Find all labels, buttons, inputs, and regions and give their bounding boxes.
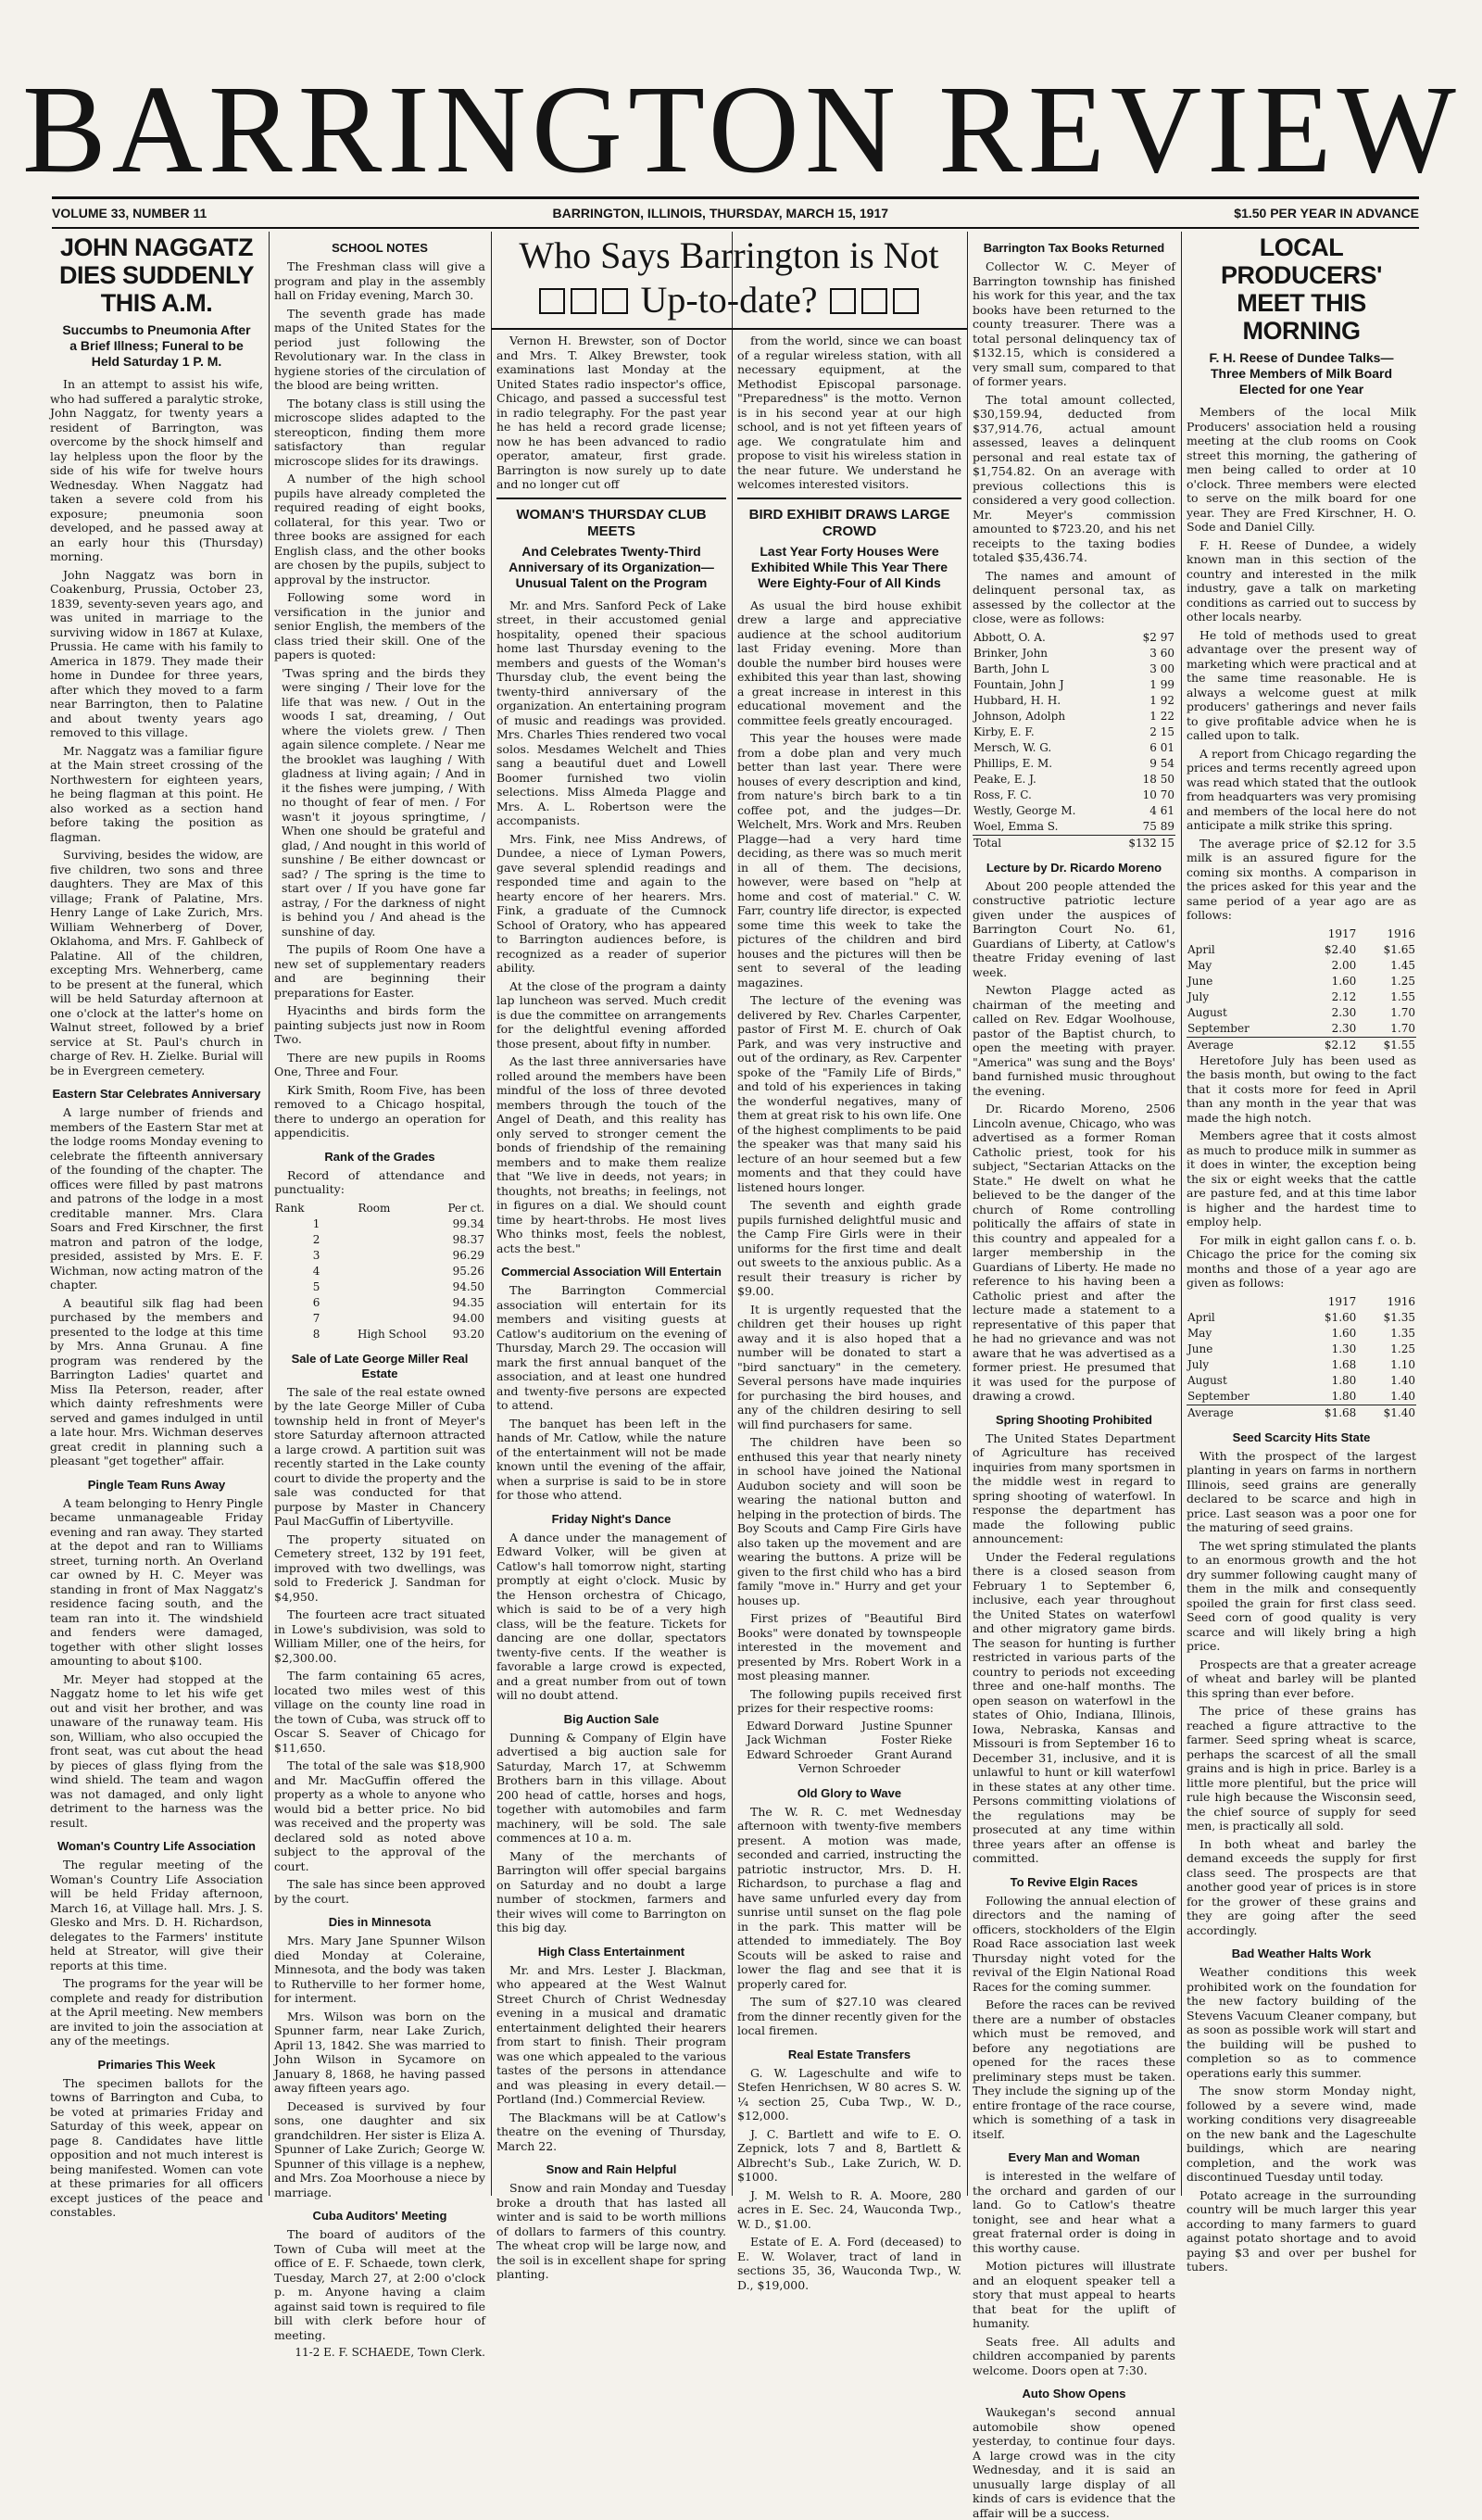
grades-row	[274, 1232, 485, 1248]
ornament-square-icon	[830, 288, 856, 314]
miller-sale-headline: Sale of Late George Miller Real Estate	[291, 1351, 469, 1380]
article-paragraph: Newton Plagge acted as chairman of the meeting and called on Rev. Edgar Woolhouse, pastor of the Baptist church, to open the meeting with prayer. "America" was sung and the Boys' band furnished music throughout the evening.	[973, 983, 1175, 1098]
article-paragraph: The United States Department of Agriculture has received inquiries from many sportsmen in the middle west in regard to spring shooting of waterfowl. In response the department has made the following public announcement:	[973, 1430, 1175, 1545]
column-3	[491, 334, 732, 2281]
grades-row-cell: 7	[312, 1311, 320, 1325]
tax-row-cell: Barth, John L	[973, 662, 1049, 675]
milk-row-cell: 1.35	[1390, 1326, 1415, 1340]
article-paragraph: Mr. Meyer had stopped at the Naggatz home to let his wife get out and visit her brother, and was unaware of the runaway team. His son, William, who also occupied the front seat, was cut about the head by pieces of glass flying from the wind shield. The team and wagon was not damaged, and only light detriment to the harness was the result.	[50, 1671, 263, 1830]
tax-total-label: Total	[973, 836, 1002, 850]
tax-row	[973, 803, 1175, 819]
article-paragraph: Dunning & Company of Elgin have advertised a big auction sale for Saturday, March 17, at Schwemm Brothers barn in this village. About 200 head of cattle, horses and hogs, together with automobiles and farm machinery, will be sold. The sale commences at 10 a. m.	[496, 1730, 726, 1845]
milk-row-cell: May	[1187, 958, 1212, 972]
article-paragraph: F. H. Reese of Dundee, a widely known man in this section of the country and interested in the milk industry, gave a talk on marketing conditions as carried out to success by other locals nearby.	[1187, 537, 1416, 624]
article-paragraph: Heretofore July has been used as the basis month, but owing to the fact that it costs more for feed in April than any month in the year that was made the high notch.	[1187, 1052, 1416, 1125]
article-paragraph: A team belonging to Henry Pingle became unmanageable Friday evening and ran away. They started at the depot and ran to Williams street, turning north. An Overland car owned by H. C. Meyer was standing in front of Max Naggatz's residence facing south, and the team ran into it. The windshield and fenders were damaged, together with other slight losses amounting to about $100.	[50, 1495, 263, 1668]
article-paragraph: The children have been so enthused this year that nearly ninety in school have joined the National Audubon society and will soon be wearing the national button and helping in the protection of birds. The Boy Scouts and Camp Fire Girls have also taken up the movement and are wearing the buttons. A prize will be given to the first child who has a bird family "move in." Hurry and get your houses up.	[737, 1435, 961, 1607]
grades-row-cell: 94.00	[452, 1311, 484, 1325]
tax-row-cell: 10 70	[1142, 788, 1174, 801]
article-paragraph: The sum of $27.10 was cleared from the dinner recently given for the local firemen.	[737, 1995, 961, 2037]
prize-winner: Jack Wichman	[747, 1733, 827, 1746]
prize-winner: Foster Rieke	[881, 1733, 952, 1746]
article-paragraph: Seats free. All adults and children accompanied by parents welcome. Doors open at 7:30.	[973, 2334, 1175, 2377]
article-paragraph: The board of auditors of the Town of Cuba will meet at the office of E. F. Schaede, town clerk, Tuesday, March 27, at 2:00 o'clock p. m. Anyone having a claim against said town is required to file bill with clerk before hour of meeting.	[274, 2227, 485, 2342]
school-notes-headline: SCHOOL NOTES	[332, 241, 428, 255]
tax-row-cell: 18 50	[1142, 772, 1174, 786]
grades-row-cell: 98.37	[452, 1232, 484, 1246]
article-paragraph: The Blackmans will be at Catlow's theatre on the evening of Thursday, March 22.	[496, 2110, 726, 2153]
article-paragraph: The wet spring stimulated the plants to an enormous growth and the hot dry summer following caught many of them in the milk and consequently spoiled the grain for first class seed. Seed corn of good quality is very scarce and will likely bring a high price.	[1187, 1538, 1416, 1653]
auto-show-headline: Auto Show Opens	[1022, 2387, 1126, 2400]
article-paragraph: The property situated on Cemetery street, 132 by 191 feet, improved with two dwellings, was sold to Frederick J. Sandman for $4,950.	[274, 1531, 485, 1604]
article-paragraph: A large number of friends and members of the Eastern Star met at the lodge rooms Monday evening to celebrate the fifteenth anniversary of the founding of the chapter. The offices were filled by past matrons and patrons of the lodge in a most creditable manner. Mrs. Clara Soars and Fred Kirschner, the first matron and patron of the lodge, presided, assisted by Mrs. E. F. Wichman, now acting matron of the chapter.	[50, 1105, 263, 1292]
old-glory-headline: Old Glory to Wave	[797, 1785, 902, 1800]
milk-row-cell: 1.60	[1331, 1326, 1357, 1340]
article-paragraph: Hyacinths and birds form the painting subjects just now in Room Two.	[274, 1003, 485, 1046]
article-paragraph: The seventh and eighth grade pupils furnished delightful music and the Camp Fire Girls were in their uniforms for the first time and dealt out sweets to the anxious public. As a result their treasury is richer by $9.00.	[737, 1198, 961, 1298]
article-paragraph: The programs for the year will be complete and ready for distribution at the April meeting. New members are invited to join the association at any of the meetings.	[50, 1976, 263, 2048]
prize-winners	[737, 1720, 961, 1763]
article-paragraph: In an attempt to assist his wife, who had suffered a paralytic stroke, John Naggatz, for twenty years a resident of Barrington, was overcome by the shock himself and lay helpless upon the floor by the side of his wife for twelve hours Wednesday. When Naggatz had taken a severe cold from his exposure; pneumonia soon developed, and he passed away at an early hour this (Thursday) morning.	[50, 377, 263, 563]
article-paragraph: Dr. Ricardo Moreno, 2506 Lincoln avenue, Chicago, who was advertised as a former Roman Catholic priest, took for his subject, "Sectarian Attacks on the State." He dwelt on what he believed to be the danger of the church of Rome controlling politically the affairs of state in this country and appealed for a larger membership in the Guardians of Liberty. He made no reference to his having been a Catholic priest and after the lecture made a statement to a representative of this paper that he had no grievance and was not aware that he was advertised as a former priest. He presumed that it was used for the purpose of drawing a crowd.	[973, 1102, 1175, 1403]
tax-row-cell: 4 61	[1149, 803, 1174, 817]
article-paragraph: Under the Federal regulations there is a closed season from February 1 to September 6, inclusive, each year throughout the United States on waterfowl and other migratory game birds. The season for hunting is further restricted in various parts of the country to periods not exceeding three and one-half months. The open season on waterfowl in the states of Ohio, Indiana, Illinois, Iowa, Nebraska, Kansas and Missouri is from September 16 to December 31, inclusive, and it is unlawful to hunt or kill waterfowl in these states at any other time. Persons committing violations of the regulations may be prosecuted at any time within three years after an offense is committed.	[973, 1549, 1175, 1865]
article-paragraph: Mr. and Mrs. Sanford Peck of Lake street, in their accustomed genial hospitality, opened their spacious home last Thursday evening to the members and guests of the Woman's Thursday club, the event being the twenty-third anniversary of the organization. An entertaining program of music and readings was provided. Mrs. Charles Thies rendered two vocal solos. Mesdames Welchelt and Thies sang a beautiful duet and Lowell Boomer furnished two violin selections. Miss Almeda Plagge and Mrs. A. L. Robertson were the accompanists.	[496, 598, 726, 827]
milk-header-cell: 1916	[1387, 926, 1415, 940]
article-paragraph: The sale of the real estate owned by the late George Miller of Cuba township held in front of Meyer's store Saturday afternoon attracted a large crowd. A partition suit was recently started in the Lake county court to divide the property and the sale was conducted for that purpose by Master in Chancery Paul MacGuffin of Libertyville.	[274, 1384, 485, 1528]
column-5	[967, 232, 1181, 2520]
grades-row-cell: 96.29	[452, 1248, 484, 1262]
milk-row-cell: September	[1187, 1021, 1250, 1035]
milk-row-cell: August	[1187, 1373, 1227, 1387]
article-paragraph: A dance under the management of Edward Volker, will be given at Catlow's hall tomorrow night, starting promptly at eight o'clock. Music by the Henson orchestra of Chicago, which is said to be of a very high class, will be the feature. Tickets for dancing are one dollar, spectators twenty-five cents. If the weather is favorable a large crowd is expected, and a great number from out of town will no doubt attend.	[496, 1530, 726, 1702]
article-paragraph: The W. R. C. met Wednesday afternoon with twenty-five members present. A motion was made, seconded and carried, instructing the patriotic instructor, Mrs. D. H. Richardson, to purchase a flag and have same unfurled every day from sunrise until sunset on the flag pole in the park. This matter will be attended to immediately. The Boy Scouts will be asked to raise and lower the flag and see that it is properly cared for.	[737, 1804, 961, 1991]
prize-winner: Grant Aurand	[874, 1747, 952, 1761]
article-paragraph: The snow storm Monday night, followed by a severe wind, made working conditions very disagreeable on the new bank and the Lageschulte buildings, which are nearing completion, and the work was discontinued Tuesday until today.	[1187, 2084, 1416, 2184]
transfer-entry: J. C. Bartlett and wife to E. O. Zepnick, lots 7 and 8, Bartlett & Albrecht's Sub., Lake Zurich, W. D. $1000.	[737, 2126, 961, 2184]
tax-row-cell: 1 22	[1149, 709, 1174, 723]
milk-header-cell: 1917	[1327, 1294, 1357, 1308]
tax-row-cell: Peake, E. J.	[973, 772, 1036, 786]
milk-row	[1187, 989, 1416, 1005]
milk-row-cell: April	[1187, 942, 1215, 956]
column-2	[269, 232, 491, 2359]
milk-header-cell	[1187, 926, 1299, 942]
brewster-paragraph: Vernon H. Brewster, son of Doctor and Mrs. T. Alkey Brewster, took examinations last Monday at the United States radio inspector's office, Chicago, and passed a successful test in radio telegraphy. For the past year he has held a record grade license; now he has been advanced to radio operator, amateur, first grade. Barrington is now surely up to date and no longer cut off	[496, 334, 726, 491]
thursday-club-headline: WOMAN'S THURSDAY CLUB MEETS	[516, 506, 707, 539]
grades-row-cell: High School	[357, 1327, 427, 1341]
milk-row-cell: 1.80	[1331, 1389, 1357, 1403]
naggatz-headline: JOHN NAGGATZ DIES SUDDENLY THIS A.M.	[58, 233, 255, 317]
tax-row-cell: Kirby, E. F.	[973, 724, 1035, 738]
tax-row	[973, 677, 1175, 693]
snow-rain-headline: Snow and Rain Helpful	[546, 2162, 677, 2176]
article-paragraph: The price of these grains has reached a figure attractive to the farmer. Seed spring wheat is scarce, perhaps the scarcest of all the small grains and is high in price. Barley is a little more plentiful, but the price will rule high because the Wisconsin seed, the chief source of supply for seed men, is practically all sold.	[1187, 1704, 1416, 1833]
article-paragraph: In both wheat and barley the demand exceeds the supply for first class seed. The prospects are that another good year of prices is in store for the grower of these grains and they are going after the seed accordingly.	[1187, 1836, 1416, 1937]
grades-row-cell: 94.35	[452, 1295, 484, 1309]
milk-row-cell: $1.35	[1383, 1310, 1415, 1324]
grades-row	[274, 1311, 485, 1327]
article-paragraph: The Barrington Commercial association will entertain for its members and visiting guests at Catlow's auditorium on the evening of Thursday, March 29. The occasion will mark the first annual banquet of the association, and at least one hundred and twenty-five persons are expected to attend.	[496, 1283, 726, 1412]
milk-row	[1187, 1357, 1416, 1373]
grades-row	[274, 1264, 485, 1279]
article-paragraph: The Freshman class will give a program and play in the assembly hall on Friday evening, March 30.	[274, 259, 485, 302]
grades-row-cell	[320, 1279, 427, 1295]
article-paragraph: The fourteen acre tract situated in Lowe's subdivision, was sold to William Miller, one of the heirs, for $2,300.00.	[274, 1607, 485, 1665]
milk-row-cell: $1.65	[1383, 942, 1415, 956]
column-6	[1181, 232, 1422, 2274]
article-paragraph: A number of the high school pupils have already completed the required reading of eight books, collateral, for this year. Two or three books are assigned for each English class, and the other books are chosen by the pupils, subject to approval by the instructor.	[274, 472, 485, 586]
milk-row	[1187, 958, 1416, 974]
subscription-price: $1.50 PER YEAR IN ADVANCE	[1234, 206, 1419, 220]
tax-row-cell: 3 00	[1149, 662, 1174, 675]
tax-row	[973, 772, 1175, 788]
milk-row-cell: 1.40	[1390, 1389, 1415, 1403]
article-paragraph: As usual the bird house exhibit drew a large and appreciative audience at the school auditorium last Friday evening. More than double the number bird houses were exhibited this year than last, showing a great increase in interest in this educational movement and the committee feels greatly encouraged.	[737, 598, 961, 727]
milk-row	[1187, 1326, 1416, 1342]
dateline: BARRINGTON, ILLINOIS, THURSDAY, MARCH 15, 1917	[552, 206, 889, 220]
elgin-races-headline: To Revive Elgin Races	[1010, 1874, 1138, 1889]
milk-row-cell: June	[1187, 1342, 1213, 1355]
milk-row-cell: 2.30	[1331, 1021, 1357, 1035]
grades-row-cell	[320, 1311, 427, 1327]
tax-row	[973, 693, 1175, 709]
transfer-entry: Estate of E. A. Ford (deceased) to E. W. Wolaver, tract of land in sections 35, 36, Wauconda Twp., W. D., $19,000.	[737, 2235, 961, 2292]
tax-row-cell: 2 15	[1149, 724, 1174, 738]
milk-row-cell: July	[1187, 989, 1210, 1003]
grades-row-cell: 95.26	[452, 1264, 484, 1278]
milk-row-cell: 1.10	[1390, 1357, 1415, 1371]
milk-row-cell: 1.25	[1390, 1342, 1415, 1355]
every-man-headline: Every Man and Woman	[1008, 2150, 1140, 2164]
milk-row-cell: September	[1187, 1389, 1250, 1403]
grades-row-cell: 2	[312, 1232, 320, 1246]
article-paragraph: The farm containing 65 acres, located two miles west of this village on the county line road in the town of Cuba, was struck off to Oscar S. Seaver of Chicago for $11,650.	[274, 1669, 485, 1755]
town-clerk-signature: 11-2 E. F. SCHAEDE, Town Clerk.	[295, 2346, 485, 2359]
commercial-association-headline: Commercial Association Will Entertain	[501, 1265, 722, 1279]
article-paragraph: Mrs. Wilson was born on the Spunner farm, near Lake Zurich, April 13, 1842. She was married to John Wilson in Sycamore on January 8, 1868, he having passed away fifteen years ago.	[274, 2009, 485, 2095]
milk-row-cell: 1.80	[1331, 1373, 1357, 1387]
article-paragraph: First prizes of "Beautiful Bird Books" were donated by townspeople interested in the movement and presented by Mrs. Robert Work in a most pleasing manner.	[737, 1611, 961, 1682]
milk-average-value: $1.40	[1383, 1405, 1415, 1419]
milk-row-cell: June	[1187, 974, 1213, 988]
milk-row-cell: April	[1187, 1310, 1215, 1324]
cuba-auditors-headline: Cuba Auditors' Meeting	[312, 2209, 447, 2223]
milk-row-cell: August	[1187, 1005, 1227, 1019]
bird-exhibit-headline: BIRD EXHIBIT DRAWS LARGE CROWD	[748, 506, 950, 539]
pingle-headline: Pingle Team Runs Away	[87, 1477, 226, 1492]
prize-winner: Vernon Schroeder	[798, 1762, 901, 1775]
milk-row	[1187, 1342, 1416, 1357]
country-life-headline: Woman's Country Life Association	[57, 1839, 256, 1853]
article-paragraph: For milk in eight gallon cans f. o. b. Chicago the price for the coming six months and those of a year ago are given as follows:	[1187, 1232, 1416, 1290]
article-paragraph: The specimen ballots for the towns of Barrington and Cuba, to be voted at primaries Friday and Saturday of this week, appear on page 8. Candidates have little opposition and not much interest is being manifested. Women can vote at these primaries for all officers except justices of the peace and constables.	[50, 2075, 263, 2219]
tax-total-value: $132 15	[1128, 836, 1174, 850]
grades-row-cell	[320, 1216, 427, 1232]
article-paragraph: John Naggatz was born in Coakenburg, Prussia, October 23, 1839, seventy-seven years ago, and was united in marriage to the surviving widow in 1867 at Kulaxe, Prussia. He came with his family to America in 1879. They made their home in Dundee for three years, after which they moved to a farm near Barrington, then to Palatine and about twenty years ago removed to this village.	[50, 567, 263, 739]
article-paragraph: A beautiful silk flag had been purchased by the members and presented to the lodge at this time by Mrs. Anna Grunau. A fine program was rendered by the Barrington Ladies' quartet and Miss Ila Peterson, reader, after which dainty refreshments were served and games indulged in until a late hour. Mrs. Wichman deserves great credit in planning such a pleasant "get together" affair.	[50, 1295, 263, 1468]
grades-row	[274, 1327, 485, 1342]
tax-row-cell: 1 92	[1149, 693, 1174, 707]
masthead: BARRINGTON REVIEW	[22, 60, 1462, 199]
grades-row	[274, 1279, 485, 1295]
milk-row-cell: 1.45	[1390, 958, 1415, 972]
article-paragraph: Mrs. Fink, nee Miss Andrews, of Dundee, a niece of Lyman Powers, gave several splendid readings and responded time and again to the hearty encore of her hearers. Mrs. Fink, a graduate of the Cumnock School of Oratory, who has appeared to Barrington audiences before, is recognized as a reader of superior ability.	[496, 831, 726, 975]
grades-row-cell: 99.34	[452, 1216, 484, 1230]
column-4	[732, 334, 967, 2292]
article-paragraph: Following some word in versification in the junior and senior English, the members of the class tried their skill. One of the papers is quoted:	[274, 590, 485, 662]
tax-row-cell: 6 01	[1149, 740, 1174, 754]
primaries-headline: Primaries This Week	[97, 2057, 216, 2072]
grades-row	[274, 1216, 485, 1232]
milk-row-cell: 1.55	[1390, 989, 1415, 1003]
grades-row	[274, 1295, 485, 1311]
tax-row-cell: 1 99	[1149, 677, 1174, 691]
transfer-entry: J. M. Welsh to R. A. Moore, 280 acres in E. Sec. 24, Wauconda Twp., W. D., $1.00.	[737, 2187, 961, 2231]
milk-header-cell	[1187, 1294, 1299, 1310]
tax-row-cell: 75 89	[1142, 819, 1174, 833]
milk-row-cell: 1.30	[1331, 1342, 1357, 1355]
milk-row-cell: 1.25	[1390, 974, 1415, 988]
milk-average-label: Average	[1187, 1038, 1234, 1052]
grades-header-cell: Room	[358, 1201, 391, 1215]
article-paragraph: Surviving, besides the widow, are five children, two sons and three daughters. They are Max of this village; Frank of Palatine, Mrs. Henry Lange of Lake Zurich, Mrs. William Wehnerberg of Dover, Oklahoma, and Mrs. F. Gahlbeck of Palatine. All of the children, excepting Mrs. Wehnerberg, came to be present at the funeral, which will be held Saturday afternoon at one o'clock at the latter's home on Walnut street, followed by a brief service at St. Paul's church in charge of Rev. H. Zielke. Burial will be in Evergreen cemetery.	[50, 848, 263, 1077]
entertainment-headline: High Class Entertainment	[537, 1944, 685, 1959]
banner-line-2: Up-to-date?	[640, 279, 818, 321]
milk-row-cell: 1.70	[1390, 1005, 1415, 1019]
real-estate-headline: Real Estate Transfers	[787, 2047, 911, 2061]
tax-row	[973, 819, 1175, 836]
tax-row	[973, 709, 1175, 724]
article-paragraph: Collector W. C. Meyer of Barrington township has finished his work for this year, and the tax books have been returned to the county treasurer. There was a total personal delinquency tax of $132.15, which is considered a very small sum, compared to that of former years.	[973, 259, 1175, 388]
milk-average-value: $1.68	[1324, 1405, 1357, 1419]
milk-row	[1187, 1310, 1416, 1326]
auction-headline: Big Auction Sale	[563, 1711, 659, 1726]
grades-row-cell: 5	[312, 1279, 320, 1293]
ornament-square-icon	[539, 288, 565, 314]
column-1	[44, 232, 269, 2219]
grades-header-cell: Rank	[275, 1201, 305, 1215]
article-paragraph: Snow and rain Monday and Tuesday broke a drouth that has lasted all winter and is said to be worth millions of dollars to farmers of this country. The wheat crop will be large now, and the soil is in excellent shape for spring planting.	[496, 2181, 726, 2281]
prize-row	[737, 1720, 961, 1734]
transfer-entry: G. W. Lageschulte and wife to Stefen Henrichsen, W 80 acres S. W. ¼ section 25, Cuba Twp., W. D., $12,000.	[737, 2065, 961, 2123]
article-paragraph: The sale has since been approved by the court.	[274, 1877, 485, 1906]
tax-row	[973, 740, 1175, 756]
tax-row-cell: Ross, F. C.	[973, 788, 1032, 801]
prize-winner: Justine Spunner	[861, 1719, 952, 1732]
grades-row-cell: 6	[312, 1295, 320, 1309]
naggatz-deck: Succumbs to Pneumonia After a Brief Illness; Funeral to be Held Saturday 1 P. M.	[62, 322, 251, 369]
milk-row-cell: 2.12	[1331, 989, 1357, 1003]
grades-row-cell: 3	[312, 1248, 320, 1262]
article-paragraph: This year the houses were made from a dobe plan and very much better than last year. There were houses of every description and kind, from nature's birch bark to a tin coffee pot, and the judges—Dr. Welchelt, Mrs. Work and Mrs. Reuben Plagge—had a very hard time deciding, as there was so much merit in all of them. The decisions, however, were based on "help at home and cost of material." C. W. Farr, country life director, is expected some time this week to take the pictures of the children and bird houses and the pictures will then be sent to several of the leading magazines.	[737, 731, 961, 989]
producers-deck: F. H. Reese of Dundee Talks—Three Members of Milk Board Elected for one Year	[1209, 350, 1394, 397]
tax-row-cell: 9 54	[1149, 756, 1174, 770]
article-paragraph: The seventh grade has made maps of the United States for the period just following the Revolutionary war. In the class in hygiene stories of the circulation of the blood are being written.	[274, 306, 485, 392]
article-paragraph: Prospects are that a greater acreage of wheat and barley will be planted this spring than ever before.	[1187, 1657, 1416, 1700]
article-paragraph: At the close of the program a dainty lap luncheon was served. Much credit is due the committee on arrangements for the delightful evening afforded those present, about fifty in number.	[496, 978, 726, 1051]
article-paragraph: A report from Chicago regarding the prices and terms recently agreed upon was read which stated that the outlook from headquarters was very promising and members of the local here do not anticipate a milk strike this spring.	[1187, 746, 1416, 832]
article-paragraph: The regular meeting of the Woman's Country Life Association will be held Friday afternoon, March 16, at Village hall. Mrs. J. S. Glesko and Mrs. D. H. Richardson, delegates to the Farmers' institute held at Streator, will give their reports at this time.	[50, 1858, 263, 1972]
article-paragraph: As the last three anniversaries have rolled around the members have been mindful of the loss of three devoted members through the touch of the Angel of Death, and this reality has only served to stronger cement the bonds of friendship of the remaining members and to make them realize that "We live in deeds, not years; in thoughts, not breaths; in feelings, not in figures on a dial. We should count time by heart-throbs. He most lives Who thinks most, feels the noblest, acts the best."	[496, 1054, 726, 1255]
milk-row-cell: $2.40	[1324, 942, 1357, 956]
milk-average-value: $2.12	[1324, 1038, 1357, 1052]
tax-row	[973, 724, 1175, 740]
ornament-square-icon	[893, 288, 919, 314]
volume-number: VOLUME 33, NUMBER 11	[52, 206, 207, 220]
tax-books-headline: Barrington Tax Books Returned	[983, 241, 1165, 255]
milk-row-cell: 1.70	[1390, 1021, 1415, 1035]
tax-row	[973, 662, 1175, 677]
article-paragraph: Weather conditions this week prohibited work on the foundation for the new factory building of the Stevens Vacuum Cleaner company, but as soon as possible work will start and the building will be pushed to completion so as to commence operations early this summer.	[1187, 1965, 1416, 2080]
tax-row	[973, 788, 1175, 803]
producers-headline: LOCAL PRODUCERS' MEET THIS MORNING	[1221, 233, 1382, 345]
prize-row	[737, 1748, 961, 1763]
milk-row-cell: 1.68	[1331, 1357, 1357, 1371]
article-paragraph: Potato acreage in the surrounding country will be much larger this year according to many farmers to guard against potato shortage and to avoid paying $3 and over per bushel for tubers.	[1187, 2187, 1416, 2274]
article-paragraph: Deceased is survived by four sons, one daughter and six grandchildren. Her sister is Eliza A. Spunner of Lake Zurich; George W. Spunner of this village is a nephew, and Mrs. Zoa Moorhouse a niece by marriage.	[274, 2098, 485, 2199]
tax-row-cell: Abbott, O. A.	[973, 630, 1046, 644]
article-paragraph: Mrs. Mary Jane Spunner Wilson died Monday at Coleraine, Minnesota, and the body was taken to Rutherville to her former home, for interment.	[274, 1934, 485, 2005]
article-paragraph: Members of the local Milk Producers' association held a rousing meeting at the club rooms on Cook street this morning, the gathering of men being called to order at 10 o'clock. Three members were elected to serve on the milk board for one year. They are Fred Kirschner, H. O. Sode and Daniel Cilly.	[1187, 405, 1416, 534]
prize-row	[737, 1733, 961, 1748]
tax-row	[973, 646, 1175, 662]
article-paragraph: The average price of $2.12 for 3.5 milk is an assured figure for the coming six months. A comparison in the prices asked for this year and the same period of a year ago are as follows:	[1187, 836, 1416, 922]
prize-winner: Edward Dorward	[747, 1719, 844, 1732]
minnesota-headline: Dies in Minnesota	[328, 1915, 432, 1929]
grades-row	[274, 1248, 485, 1264]
milk-price-table-1	[1187, 926, 1416, 1053]
article-paragraph: Before the races can be revived there are a number of obstacles which must be removed, and before any negotiations are opened for the races these preliminary steps must be taken. They include the signing up of the entire frontage of the race course, which is something of a task in itself.	[973, 1997, 1175, 2141]
banner-line-2-wrap	[536, 279, 921, 321]
ornament-square-icon	[571, 288, 597, 314]
article-paragraph: is interested in the welfare of the orchard and garden of our land. Go to Catlow's theatre tonight, see and hear what a great fraternal order is doing in this worthy cause.	[973, 2169, 1175, 2255]
milk-row-cell: 2.30	[1331, 1005, 1357, 1019]
milk-row	[1187, 1373, 1416, 1389]
tax-row-cell: $2 97	[1142, 630, 1174, 644]
tax-row-cell: Fountain, John J	[973, 677, 1064, 691]
tax-row-cell: 3 60	[1149, 646, 1174, 660]
moreno-lecture-headline: Lecture by Dr. Ricardo Moreno	[986, 860, 1162, 875]
article-paragraph: The following pupils received first prizes for their respective rooms:	[737, 1686, 961, 1715]
brewster-paragraph: from the world, since we can boast of a regular wireless station, with all necessary equipment, at the Methodist Episcopal parsonage. "Preparedness" is the motto. Vernon is in his second year at our high school, and is not yet fifteen years of age. We congratulate him and propose to visit his wireless station in the near future. We understand he welcomes interested visitors.	[737, 334, 961, 491]
article-paragraph: He told of methods used to great advantage over the present way of marketing which were practical and at the same time reasonable. He is always a welcome guest at milk producers' gatherings and never fails to give profitable advice when he is called upon to talk.	[1187, 627, 1416, 742]
tax-row-cell: Phillips, E. M.	[973, 756, 1053, 770]
milk-header-cell: 1917	[1327, 926, 1357, 940]
milk-average-value: $1.55	[1383, 1038, 1415, 1052]
milk-row-cell: 2.00	[1331, 958, 1357, 972]
grades-row-cell: 93.20	[452, 1327, 484, 1341]
tax-row-cell: Brinker, John	[973, 646, 1049, 660]
milk-row-cell: $1.60	[1324, 1310, 1357, 1324]
grades-intro: Record of attendance and punctuality:	[274, 1167, 485, 1196]
ornament-square-icon	[861, 288, 887, 314]
milk-price-table-2	[1187, 1294, 1416, 1421]
tax-row-cell: Westly, George M.	[973, 803, 1076, 817]
grades-table	[274, 1201, 485, 1342]
milk-row	[1187, 1005, 1416, 1021]
ornament-square-icon	[602, 288, 628, 314]
article-paragraph: The names and amount of delinquent personal tax, as assessed by the collector at the close, were as follows:	[973, 568, 1175, 625]
milk-row-cell: May	[1187, 1326, 1212, 1340]
article-paragraph: Mr. Naggatz was a familiar figure at the Main street crossing of the Northwestern for eighteen years, he being flagman at this point. He also worked as a section hand before taking the position as flagman.	[50, 743, 263, 844]
milk-average-label: Average	[1187, 1405, 1234, 1419]
milk-row-cell: 1.40	[1390, 1373, 1415, 1387]
article-paragraph: Mr. and Mrs. Lester J. Blackman, who appeared at the West Walnut Street Church of Christ Wednesday evening in a musical and dramatic entertainment delighted their hearers from start to finish. Their program was one which appealed to the various tastes of the persons in attendance and was pleasing in every detail.—Portland (Ind.) Commercial Review.	[496, 1962, 726, 2106]
tax-row-cell: Mersch, W. G.	[973, 740, 1052, 754]
article-paragraph: Motion pictures will illustrate and an eloquent speaker tell a story that must appeal to hearts that beat for the uplift of humanity.	[973, 2259, 1175, 2330]
seed-scarcity-headline: Seed Scarcity Hits State	[1232, 1430, 1371, 1444]
milk-row-cell: July	[1187, 1357, 1210, 1371]
dance-headline: Friday Night's Dance	[551, 1511, 672, 1526]
tax-row-cell: Hubbard, H. H.	[973, 693, 1061, 707]
folio-line	[52, 196, 1419, 229]
spring-shooting-headline: Spring Shooting Prohibited	[996, 1412, 1152, 1427]
eastern-star-headline: Eastern Star Celebrates Anniversary	[52, 1087, 261, 1101]
milk-row	[1187, 1389, 1416, 1405]
grades-row-cell	[320, 1248, 427, 1264]
article-paragraph: The botany class is still using the microscope slides adapted to the stereopticon, finding them more satisfactory than regular microscope slides for its drawings.	[274, 396, 485, 468]
grades-row-cell: 94.50	[452, 1279, 484, 1293]
bad-weather-headline: Bad Weather Halts Work	[1231, 1947, 1372, 1960]
grades-row-cell	[320, 1264, 427, 1279]
tax-row	[973, 630, 1175, 646]
article-paragraph: It is urgently requested that the children get their houses up right away and it is also hoped that a number will be donated to start a "bird sanctuary" in the cemetery. Several persons have made inquiries for purchasing the bird houses, and any of the children desiring to sell will find purchasers for same.	[737, 1302, 961, 1431]
grades-row-cell	[320, 1232, 427, 1248]
banner-line-1: Who Says Barrington is Not	[519, 234, 939, 276]
article-paragraph: With the prospect of the largest planting in years on farms in northern Illinois, seed grains are generally declared to be scarce and high in price. Last season was a poor one for the maturing of seed grains.	[1187, 1448, 1416, 1534]
article-paragraph: Many of the merchants of Barrington will offer special bargains on Saturday and no doubt a large number of stockmen, farmers and their wives will come to Barrington on this big day.	[496, 1848, 726, 1934]
article-paragraph: The pupils of Room One have a new set of supplementary readers and are beginning their preparations for Easter.	[274, 942, 485, 1000]
grades-row-cell: 1	[312, 1216, 320, 1230]
grades-header-cell: Per ct.	[447, 1201, 484, 1215]
grades-row-cell	[320, 1295, 427, 1311]
bird-exhibit-deck: Last Year Forty Houses Were Exhibited While This Year There Were Eighty-Four of All Kinds	[750, 543, 948, 590]
article-paragraph: About 200 people attended the constructive patriotic lecture given under the auspices of Barrington Court No. 61, Guardians of Liberty, at Catlow's theatre Friday evening of last week.	[973, 878, 1175, 979]
article-paragraph: The total amount collected, $30,159.94, deducted from $37,914.76, actual amount assessed, leaves a delinquent personal and real estate tax of $1,754.82. On an average with previous collections this is considered a very good collection. Mr. Meyer's commission amounted to $723.20, and his net receipts to the taxing bodies totaled $35,436.74.	[973, 392, 1175, 564]
article-paragraph: Members agree that it costs almost as much to produce milk in summer as it does in winter, the exception being the six or eight weeks that the cattle are pasture fed, and at this time labor is higher and the hardest time to employ help.	[1187, 1128, 1416, 1228]
milk-row	[1187, 942, 1416, 958]
grades-headline: Rank of the Grades	[324, 1149, 435, 1164]
article-paragraph: The banquet has been left in the hands of Mr. Catlow, while the nature of the entertainment will not be made known until the evening of the affair, when a surprise is said to be in store for those who attend.	[496, 1416, 726, 1502]
milk-row-cell: 1.60	[1331, 974, 1357, 988]
article-paragraph: Following the annual election of directors and the naming of officers, stockholders of the Elgin Road Race association last week Thursday night voted for the revival of the Elgin National Road Races for the coming summer.	[973, 1893, 1175, 1994]
article-paragraph: Waukegan's second annual automobile show opened yesterday, to continue four days. A large crowd was in the city Wednesday, and it is said an unusually large display of all kinds of cars is evidence that the affair will be a success.	[973, 2405, 1175, 2520]
article-paragraph: The total of the sale was $18,900 and Mr. MacGuffin offered the property as a whole to anyone who would bid a better price. No bid was received and the property was declared sold as noted above subject to the approval of the court.	[274, 1758, 485, 1873]
thursday-club-deck: And Celebrates Twenty-Third Anniversary of its Organization—Unusual Talent on the Program	[509, 543, 714, 590]
delinquent-tax-table	[973, 630, 1175, 851]
tax-row-cell: Woel, Emma S.	[973, 819, 1059, 833]
grades-row-cell: 8	[312, 1327, 320, 1341]
barrington-banner	[491, 233, 967, 330]
article-paragraph: There are new pupils in Rooms One, Three and Four.	[274, 1050, 485, 1078]
article-paragraph: Kirk Smith, Room Five, has been removed to a Chicago hospital, there to undergo an operation for appendicitis.	[274, 1082, 485, 1140]
milk-row	[1187, 974, 1416, 989]
grades-row-cell: 4	[312, 1264, 320, 1278]
milk-row	[1187, 1021, 1416, 1038]
tax-row	[973, 756, 1175, 772]
milk-header-cell: 1916	[1387, 1294, 1415, 1308]
tax-row-cell: Johnson, Adolph	[973, 709, 1066, 723]
prize-winner: Edward Schroeder	[747, 1747, 853, 1761]
article-paragraph: The lecture of the evening was delivered by Rev. Charles Carpenter, pastor of First M. E. church of Oak Park, and was very instructive and out of the ordinary, as Rev. Carpenter spoke of the "Family Life of Birds," and told of his experiences in taking the wonderful negatives, many of them at great risk to his own life. One of the highest compliments to be paid the speaker was that many said his lecture of an hour seemed but a few moments and that they could have listened hours longer.	[737, 993, 961, 1194]
poem: 'Twas spring and the birds they were singing / Their love for the life that was new. / Out in the woods I sat, dreaming, / Out where the violets grew. / Then again silence complete. / Near me the brooklet was laughing / With gladness at living again; / And in it the fishes were jumping, / With no thought of fear of men. / For wasn't it joyous springtime, / When one should be grateful and glad, / And nought in this world of sunshine / Be either downcast or sad? / The spring is the time to start over / If you have gone far astray, / For the darkness of night is behind you / And ahead is the sunshine of day.	[282, 665, 485, 939]
